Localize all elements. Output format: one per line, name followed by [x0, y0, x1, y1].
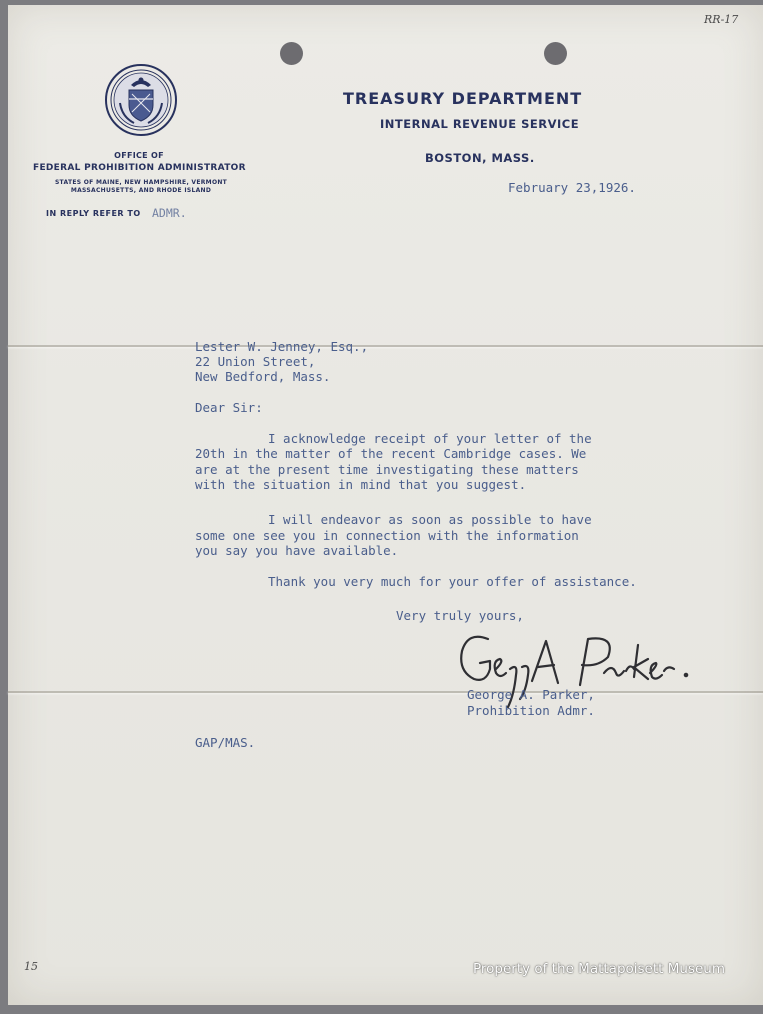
- paragraph-1-line-2: 20th in the matter of the recent Cambridge cases. We: [195, 446, 587, 461]
- recipient-line-3: New Bedford, Mass.: [195, 369, 331, 384]
- reply-refer-value: ADMR.: [152, 206, 187, 220]
- archive-note: RR-17: [704, 13, 739, 26]
- treasury-seal-icon: [104, 63, 178, 137]
- paragraph-2-line-1: I will endeavor as soon as possible to have: [268, 512, 592, 527]
- closing: Very truly yours,: [396, 608, 524, 623]
- office-title: FEDERAL PROHIBITION ADMINISTRATOR: [33, 163, 246, 173]
- states-line-2: MASSACHUSETTS, AND RHODE ISLAND: [70, 187, 212, 194]
- department-title: TREASURY DEPARTMENT: [343, 89, 583, 108]
- letter-date: February 23,1926.: [508, 180, 636, 195]
- recipient-line-1: Lester W. Jenney, Esq.,: [195, 339, 369, 354]
- fold-line-upper: [8, 345, 763, 347]
- paragraph-2-line-2: some one see you in connection with the information: [195, 528, 579, 543]
- paragraph-1-line-3: are at the present time investigating these matters: [195, 462, 579, 477]
- punch-hole-right: [544, 42, 567, 65]
- letter-page: [8, 5, 763, 1005]
- signer-name: George A. Parker,: [467, 687, 595, 702]
- corner-mark: 15: [24, 960, 38, 973]
- recipient-line-2: 22 Union Street,: [195, 354, 316, 369]
- reply-refer-label: IN REPLY REFER TO: [46, 209, 141, 218]
- office-of-label: OFFICE OF: [114, 151, 164, 160]
- paragraph-2-line-3: you say you have available.: [195, 543, 399, 558]
- paragraph-1-line-1: I acknowledge receipt of your letter of the: [268, 431, 592, 446]
- typist-initials: GAP/MAS.: [195, 735, 256, 750]
- paragraph-3: Thank you very much for your offer of assistance.: [268, 574, 637, 589]
- museum-watermark: Property of the Mattapoisett Museum: [473, 961, 725, 977]
- punch-hole-left: [280, 42, 303, 65]
- signer-title: Prohibition Admr.: [467, 703, 595, 718]
- salutation: Dear Sir:: [195, 400, 263, 415]
- service-subtitle: INTERNAL REVENUE SERVICE: [380, 117, 580, 131]
- states-line-1: STATES OF MAINE, NEW HAMPSHIRE, VERMONT: [54, 179, 228, 186]
- paragraph-1-line-4: with the situation in mind that you suggest.: [195, 477, 527, 492]
- location-label: BOSTON, MASS.: [425, 151, 535, 165]
